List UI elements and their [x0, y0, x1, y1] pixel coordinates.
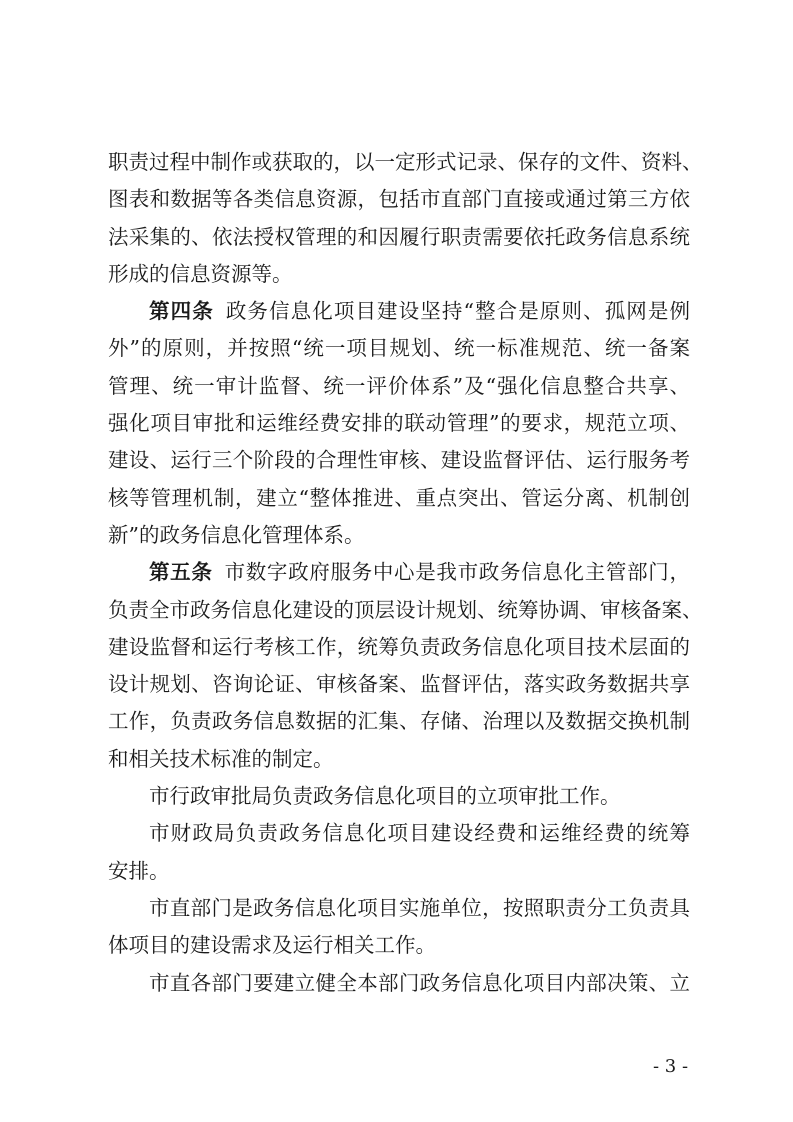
- article-5-heading: 第五条: [149, 560, 213, 585]
- article-4-heading: 第四条: [149, 299, 214, 324]
- article-4-text: 政务信息化项目建设坚持“整合是原则、孤网是例: [225, 299, 691, 324]
- body-line-9: 建设、运行三个阶段的合理性审核、建设监督评估、运行服务考: [108, 448, 690, 473]
- body-line-18: 市行政审批局负责政务信息化项目的立项审批工作。: [149, 784, 621, 809]
- body-line-11: 新”的政务信息化管理体系。: [108, 522, 365, 547]
- body-line-21: 市直部门是政务信息化项目实施单位，按照职责分工负责具: [149, 895, 690, 920]
- body-line-2: 图表和数据等各类信息资源，包括市直部门直接或通过第三方依: [108, 187, 690, 212]
- body-line-17: 和相关技术标准的制定。: [108, 746, 334, 771]
- body-line-16: 工作，负责政务信息数据的汇集、存储、治理以及数据交换机制: [108, 709, 690, 734]
- body-line-10: 核等管理机制，建立“整体推进、重点突出、管运分离、机制创: [108, 485, 690, 510]
- document-body: [108, 144, 703, 1002]
- body-line-1: 职责过程中制作或获取的，以一定形式记录、保存的文件、资料、: [108, 150, 703, 174]
- article-4-line-1: [108, 293, 690, 330]
- page-number: - 3 -: [653, 1056, 689, 1077]
- body-line-23: 市直各部门要建立健全本部门政务信息化项目内部决策、立: [149, 970, 690, 995]
- body-line-7: 管理、统一审计监督、统一评价体系”及“强化信息整合共享、: [108, 373, 690, 398]
- body-line-20: 安排。: [108, 858, 170, 883]
- article-5-line-1: [108, 554, 690, 591]
- body-line-22: 体项目的建设需求及运行相关工作。: [108, 933, 436, 958]
- body-line-8: 强化项目审批和运维经费安排的联动管理”的要求，规范立项、: [108, 411, 690, 436]
- body-line-6: 外”的原则，并按照“统一项目规划、统一标准规范、统一备案: [108, 336, 690, 361]
- body-line-19: 市财政局负责政务信息化项目建设经费和运维经费的统筹: [149, 821, 690, 846]
- body-line-4: 形成的信息资源等。: [108, 261, 293, 286]
- body-line-3: 法采集的、依法授权管理的和因履行职责需要依托政务信息系统: [108, 224, 690, 249]
- article-5-text: 市数字政府服务中心是我市政务信息化主管部门，: [224, 560, 690, 585]
- body-line-13: 负责全市政务信息化建设的顶层设计规划、统筹协调、审核备案、: [108, 597, 703, 622]
- body-line-14: 建设监督和运行考核工作，统筹负责政务信息化项目技术层面的: [108, 634, 690, 659]
- body-line-15: 设计规划、咨询论证、审核备案、监督评估，落实政务数据共享: [108, 672, 690, 697]
